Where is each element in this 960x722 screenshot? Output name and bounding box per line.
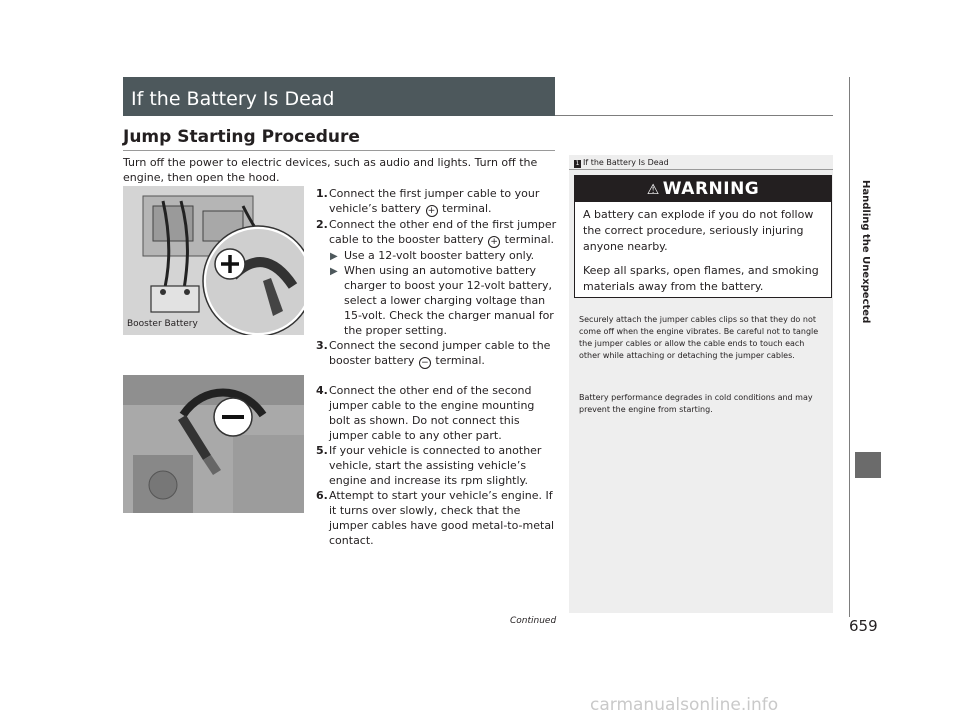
warning-text-1: A battery can explode if you do not follow the correct procedure, seriously injuring anyone nearby. [583, 208, 814, 253]
sidebar-note-1: Securely attach the jumper cables clips so that they do not come off when the engine vibrates. Be careful not to tangle the jumper cables or allow the cable ends to touch each other while attaching or detaching the jumper cables. [579, 315, 819, 360]
booster-battery-figure [123, 186, 304, 335]
section-heading: Jump Starting Procedure [123, 127, 360, 147]
title-divider [555, 115, 833, 116]
sidebar-heading: 1 If the Battery Is Dead [575, 158, 669, 167]
warning-triangle-icon: ⚠ [646, 182, 660, 198]
chapter-tab-marker [855, 452, 881, 478]
engine-bolt-figure [123, 375, 304, 513]
step-5: 5. If your vehicle is connected to another vehicle, start the assisting vehicle’s engine and increase its rpm slightly. [316, 444, 542, 487]
watermark: carmanualsonline.info [590, 695, 779, 715]
page-title: If the Battery Is Dead [131, 88, 335, 110]
reference-index-icon: 1 [575, 160, 580, 167]
step-3: 3. Connect the second jumper cable to the booster battery − terminal. [316, 339, 551, 368]
arrow-right-icon: ▶ [330, 266, 338, 277]
step-2-note-1: ▶ Use a 12-volt booster battery only. [330, 249, 535, 262]
warning-header: ⚠ WARNING [575, 176, 831, 202]
section-divider [123, 150, 555, 151]
continued-label: Continued [510, 616, 557, 626]
step-1: 1. Connect the first jumper cable to your vehicle’s battery + terminal. [316, 187, 540, 216]
chapter-tab-label: Handling the Unexpected [860, 180, 871, 324]
engine-mount-illustration [123, 375, 304, 513]
intro-text: Turn off the power to electric devices, such as audio and lights. Turn off the engine, then open the hood. [123, 156, 538, 184]
sidebar-divider [569, 169, 833, 170]
step-6: 6. Attempt to start your vehicle’s engine. If it turns over slowly, check that the jumper cables have good metal-to-metal contact. [316, 489, 555, 547]
step-2: 2. Connect the other end of the first jumper cable to the booster battery + terminal. [316, 218, 557, 247]
positive-terminal-icon: + [426, 205, 438, 217]
sidebar-note-2: Battery performance degrades in cold conditions and may prevent the engine from starting. [579, 393, 813, 414]
step-4: 4. Connect the other end of the second jumper cable to the engine mounting bolt as shown. Do not connect this jumper cable to any other part. [316, 384, 535, 442]
step-2-note-2: ▶ When using an automotive battery charger to boost your 12-volt battery, select a lower charging voltage than 15-volt. Check the charger manual for the proper setting. [330, 264, 554, 337]
warning-box [574, 175, 832, 298]
page-number: 659 [849, 617, 878, 635]
negative-terminal-icon: − [419, 357, 431, 369]
arrow-right-icon: ▶ [330, 251, 338, 262]
procedure-steps [316, 186, 558, 548]
booster-battery-label: Booster Battery [127, 319, 198, 329]
warning-text-2: Keep all sparks, open flames, and smoking materials away from the battery. [583, 264, 819, 293]
engine-bay-illustration [123, 186, 304, 335]
positive-terminal-icon: + [488, 236, 500, 248]
chapter-tab-divider [849, 77, 850, 617]
